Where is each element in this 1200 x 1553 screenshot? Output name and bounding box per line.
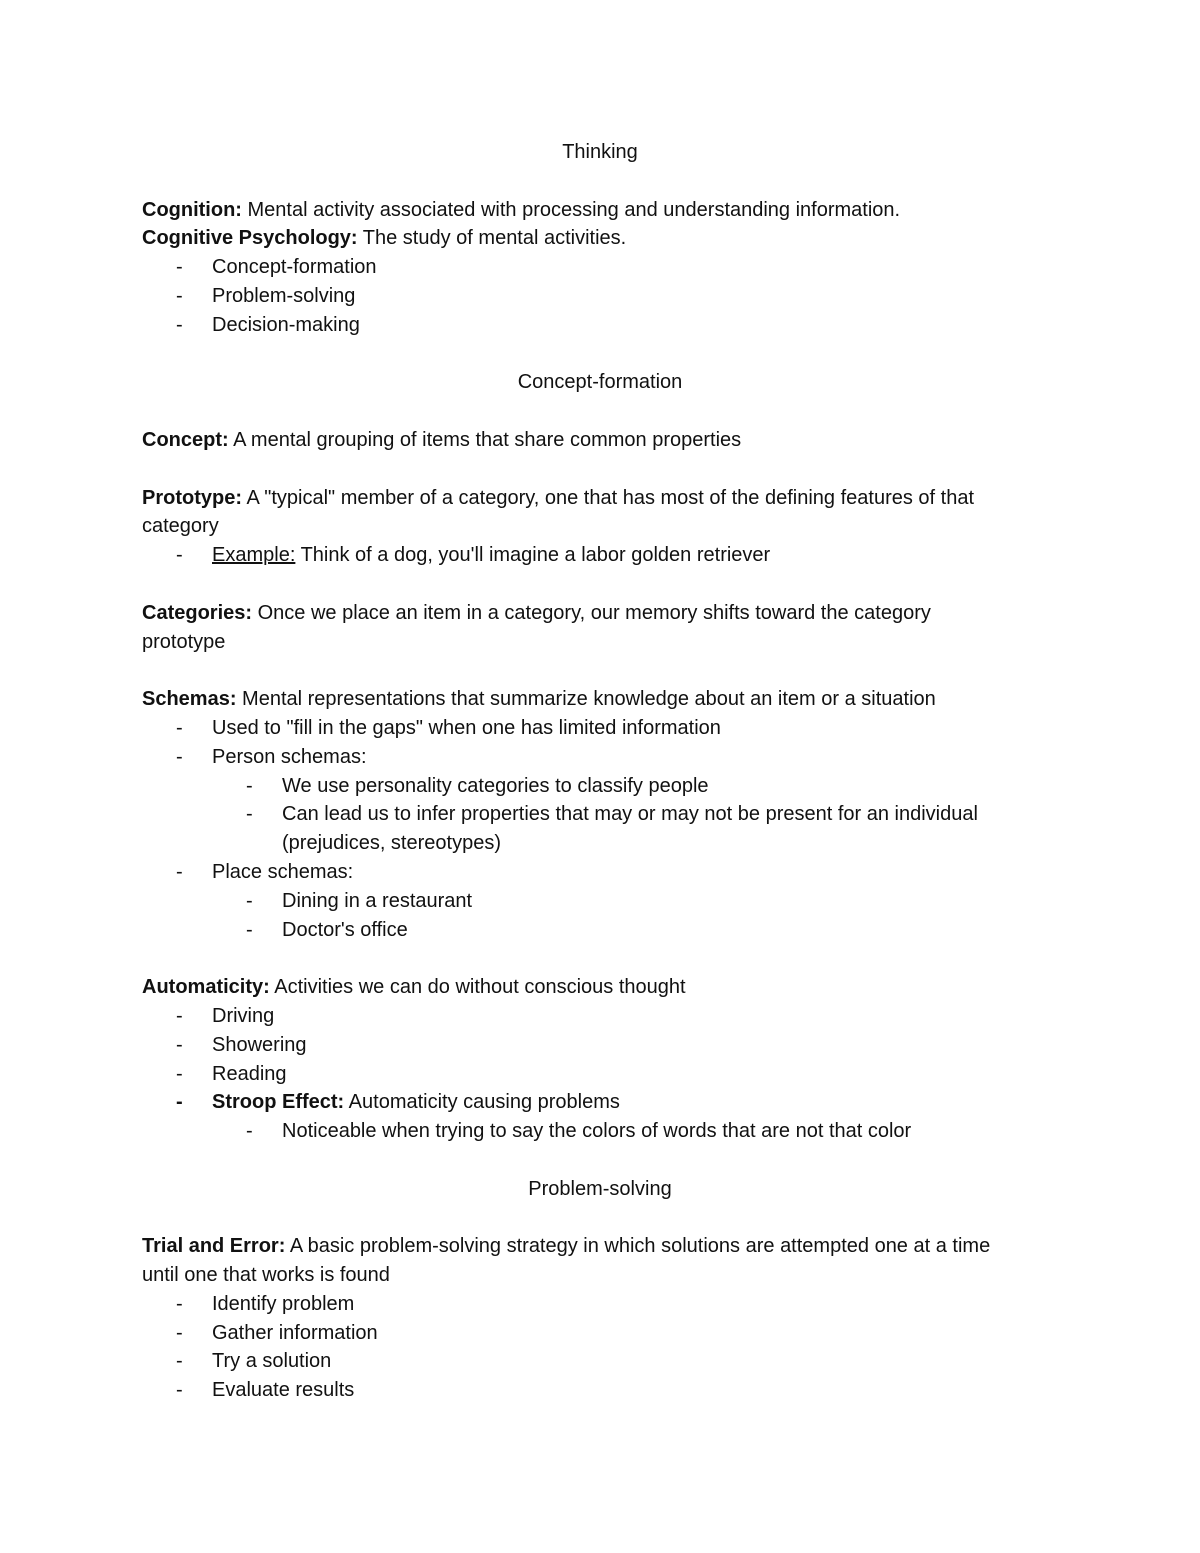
concept-term: Concept:	[142, 428, 229, 451]
cognitive-psychology-term: Cognitive Psychology:	[142, 227, 358, 250]
schemas-term: Schemas:	[142, 688, 237, 711]
concept-definition: Concept: A mental grouping of items that share common properties	[142, 428, 742, 451]
trial-and-error-definition: Trial and Error: A basic problem-solving strategy in which solutions are attempted one at a time	[142, 1235, 991, 1258]
trial-and-error-term: Trial and Error:	[142, 1235, 286, 1258]
prototype-definition: Prototype: A "typical" member of a category, one that has most of the defining features of that	[142, 486, 975, 509]
categories-definition-cont: prototype	[142, 630, 226, 653]
list-item: - Noticeable when trying to say the colors of words that are not that color	[246, 1120, 912, 1143]
list-item: - We use personality categories to classify people	[246, 774, 709, 797]
schemas-definition: Schemas: Mental representations that summarize knowledge about an item or a situation	[142, 688, 936, 711]
list-item: - Try a solution	[176, 1350, 332, 1373]
cognition-definition	[142, 196, 1072, 225]
example-label: Example:	[212, 544, 296, 567]
list-item-stroop: - Stroop Effect: Automaticity causing problems	[176, 1091, 620, 1114]
list-item: - Reading	[176, 1062, 287, 1085]
cognitive-psychology-definition	[142, 224, 1072, 253]
stroop-term: Stroop Effect:	[212, 1091, 345, 1114]
list-item: - Example: Think of a dog, you'll imagine a labor golden retriever	[176, 544, 771, 567]
categories-term: Categories:	[142, 601, 253, 624]
document-body	[142, 138, 1072, 1405]
prototype-term: Prototype:	[142, 486, 242, 509]
list-item: - Concept-formation	[176, 256, 377, 279]
section-heading-problem-solving: Problem-solving	[528, 1177, 672, 1200]
prototype-definition-cont: category	[142, 515, 219, 538]
list-item: - Can lead us to infer properties that may or may not be present for an individual	[246, 803, 978, 826]
list-item: - Dining in a restaurant	[246, 889, 473, 912]
list-item: - Used to "fill in the gaps" when one has limited information	[176, 716, 721, 739]
automaticity-definition: Automaticity: Activities we can do without conscious thought	[142, 976, 686, 999]
list-item: - Place schemas:	[176, 860, 354, 883]
list-item: - Evaluate results	[176, 1379, 355, 1402]
list-item: - Problem-solving	[176, 284, 356, 307]
automaticity-term: Automaticity:	[142, 976, 270, 999]
list-item: - Decision-making	[176, 313, 360, 336]
list-item: - Person schemas:	[176, 745, 367, 768]
trial-and-error-definition-cont: until one that works is found	[142, 1264, 390, 1287]
section-heading-concept-formation: Concept-formation	[517, 371, 683, 394]
list-item: - Driving	[176, 1004, 275, 1027]
list-item: - Showering	[176, 1033, 307, 1056]
list-item: - Gather information	[176, 1321, 378, 1344]
cognitive-psychology-text: The study of mental activities.	[357, 227, 627, 250]
cognition-text: Mental activity associated with processing and understanding information.	[241, 198, 901, 221]
categories-definition: Categories: Once we place an item in a category, our memory shifts toward the category	[142, 601, 931, 624]
list-item: - Doctor's office	[246, 918, 408, 941]
list-item-cont: (prejudices, stereotypes)	[282, 832, 501, 855]
list-item: - Identify problem	[176, 1292, 355, 1315]
page-title: Thinking	[562, 141, 638, 163]
cognition-term: Cognition:	[142, 198, 242, 221]
